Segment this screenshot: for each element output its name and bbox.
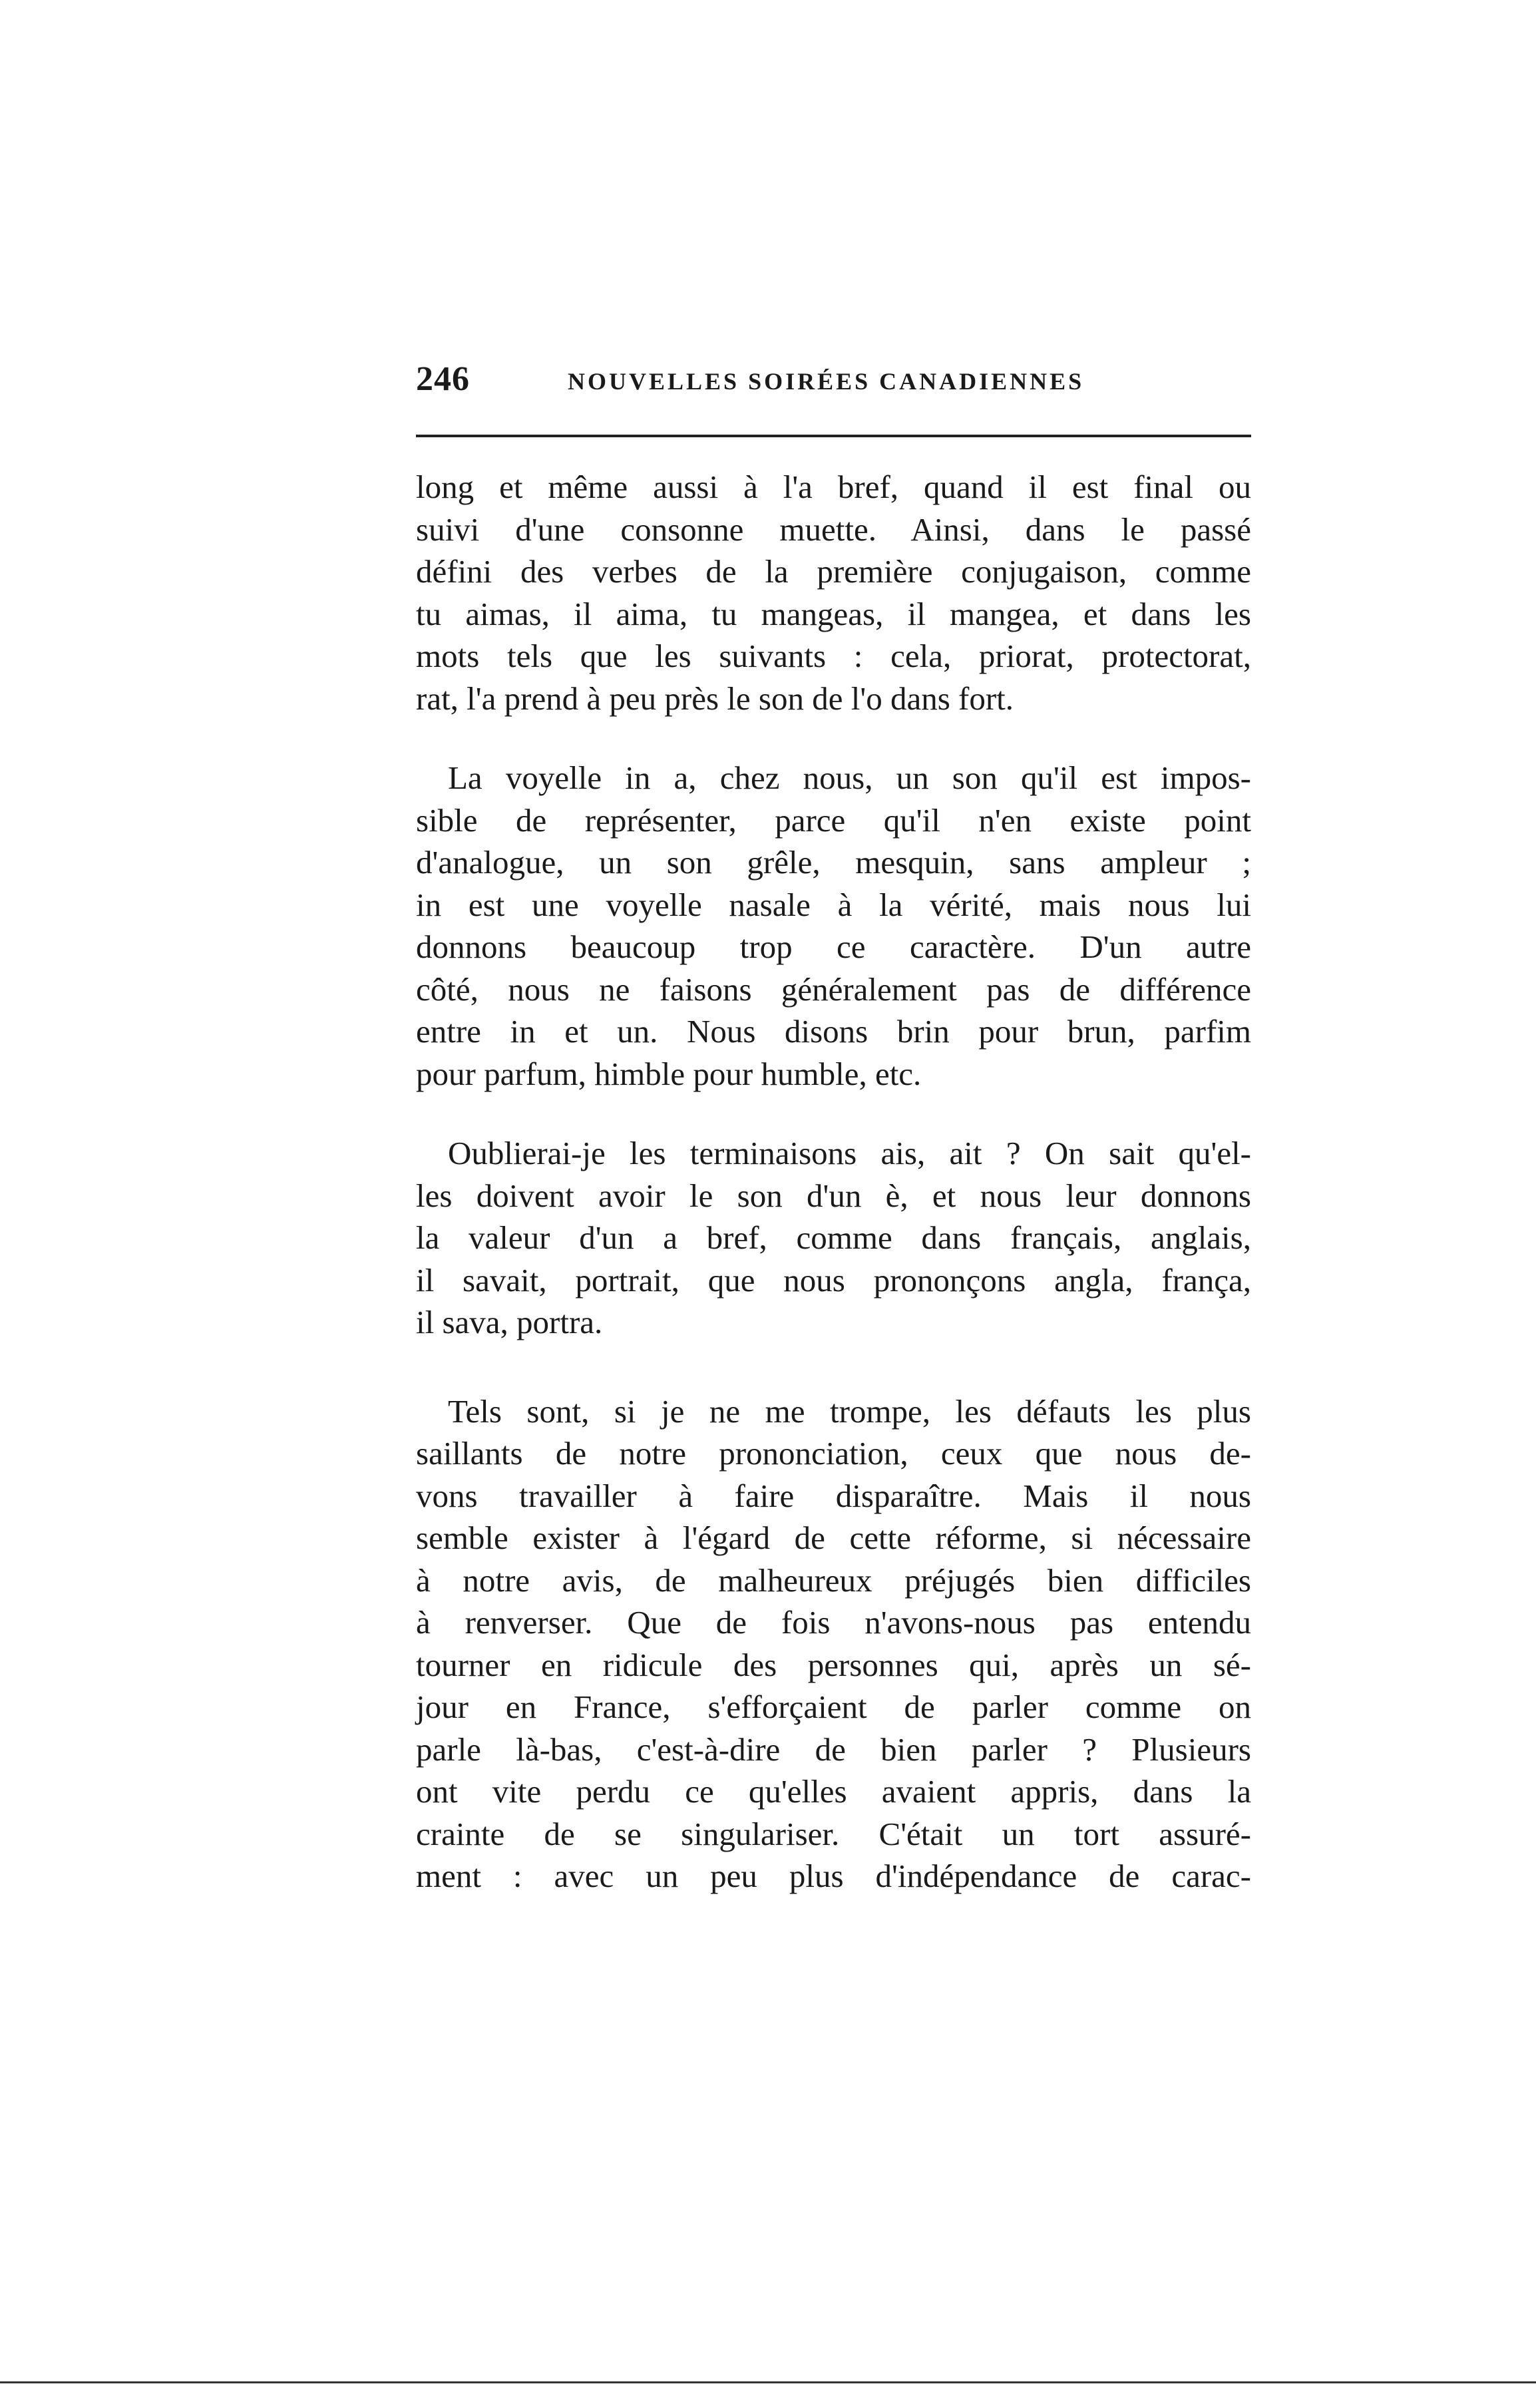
text-line: côté, nous ne faisons généralement pas de différence	[416, 970, 1251, 1008]
text-line: ont vite perdu ce qu'elles avaient appris, dans la	[416, 1773, 1251, 1810]
text-line: la valeur d'un a bref, comme dans français, anglais,	[416, 1219, 1251, 1256]
text-line: il sava, portra.	[416, 1304, 603, 1340]
text-line: mots tels que les suivants : cela, priorat, protectorat,	[416, 638, 1251, 674]
text-line: crainte de se singulariser. C'était un tort assuré-	[416, 1815, 1251, 1852]
text-line: vons travailler à faire disparaître. Mais il nous	[416, 1477, 1251, 1514]
paragraph-4	[416, 1390, 1251, 1898]
page-number: 246	[416, 360, 470, 398]
text-line: donnons beaucoup trop ce caractère. D'un autre	[416, 928, 1251, 965]
text-line: Tels sont, si je ne me trompe, les défauts les plus	[448, 1392, 1251, 1430]
text-line: sible de représenter, parce qu'il n'en existe point	[416, 801, 1251, 839]
text-line: à renverser. Que de fois n'avons-nous pas entendu	[416, 1604, 1251, 1641]
paragraph-2	[416, 757, 1251, 1095]
text-line: suivi d'une consonne muette. Ainsi, dans le passé	[416, 510, 1251, 548]
text-line: défini des verbes de la première conjugaison, comme	[416, 553, 1251, 590]
text-line: long et même aussi à l'a bref, quand il est final ou	[416, 469, 1251, 505]
header-rule	[416, 435, 1251, 437]
text-line: ment : avec un peu plus d'indépendance de carac-	[416, 1858, 1251, 1894]
paragraph-3	[416, 1132, 1251, 1344]
text-line: La voyelle in a, chez nous, un son qu'il est impos-	[448, 759, 1251, 796]
running-head: NOUVELLES SOIRÉES CANADIENNES	[568, 368, 1085, 395]
text-line: tu aimas, il aima, tu mangeas, il mangea, et dans les	[416, 595, 1251, 632]
text-line: saillants de notre prononciation, ceux que nous de-	[416, 1435, 1251, 1472]
text-line: à notre avis, de malheureux préjugés bien difficiles	[416, 1561, 1251, 1599]
text-line: les doivent avoir le son d'un è, et nous leur donnons	[416, 1177, 1251, 1214]
paragraph-1	[416, 466, 1251, 719]
scan-edge-rule	[0, 2381, 1536, 2383]
page-body	[416, 466, 1251, 1898]
text-line: rat, l'a prend à peu près le son de l'o dans fort.	[416, 680, 1014, 717]
text-line: pour parfum, himble pour humble, etc.	[416, 1055, 922, 1092]
text-line: semble exister à l'égard de cette réforme, si nécessaire	[416, 1519, 1251, 1556]
text-line: il savait, portrait, que nous prononçons angla, frança,	[416, 1261, 1251, 1299]
text-line: entre in et un. Nous disons brin pour brun, parfim	[416, 1013, 1251, 1050]
text-line: tourner en ridicule des personnes qui, après un sé-	[416, 1646, 1251, 1683]
book-page	[416, 359, 1251, 1894]
text-line: parle là-bas, c'est-à-dire de bien parler ? Plusieurs	[416, 1730, 1251, 1768]
text-line: Oublierai-je les terminaisons ais, ait ? On sait qu'el-	[448, 1135, 1251, 1171]
text-line: d'analogue, un son grêle, mesquin, sans ampleur ;	[416, 844, 1251, 881]
text-line: in est une voyelle nasale à la vérité, mais nous lui	[416, 886, 1251, 923]
page-header	[416, 359, 1251, 413]
text-line: jour en France, s'efforçaient de parler comme on	[416, 1689, 1251, 1725]
